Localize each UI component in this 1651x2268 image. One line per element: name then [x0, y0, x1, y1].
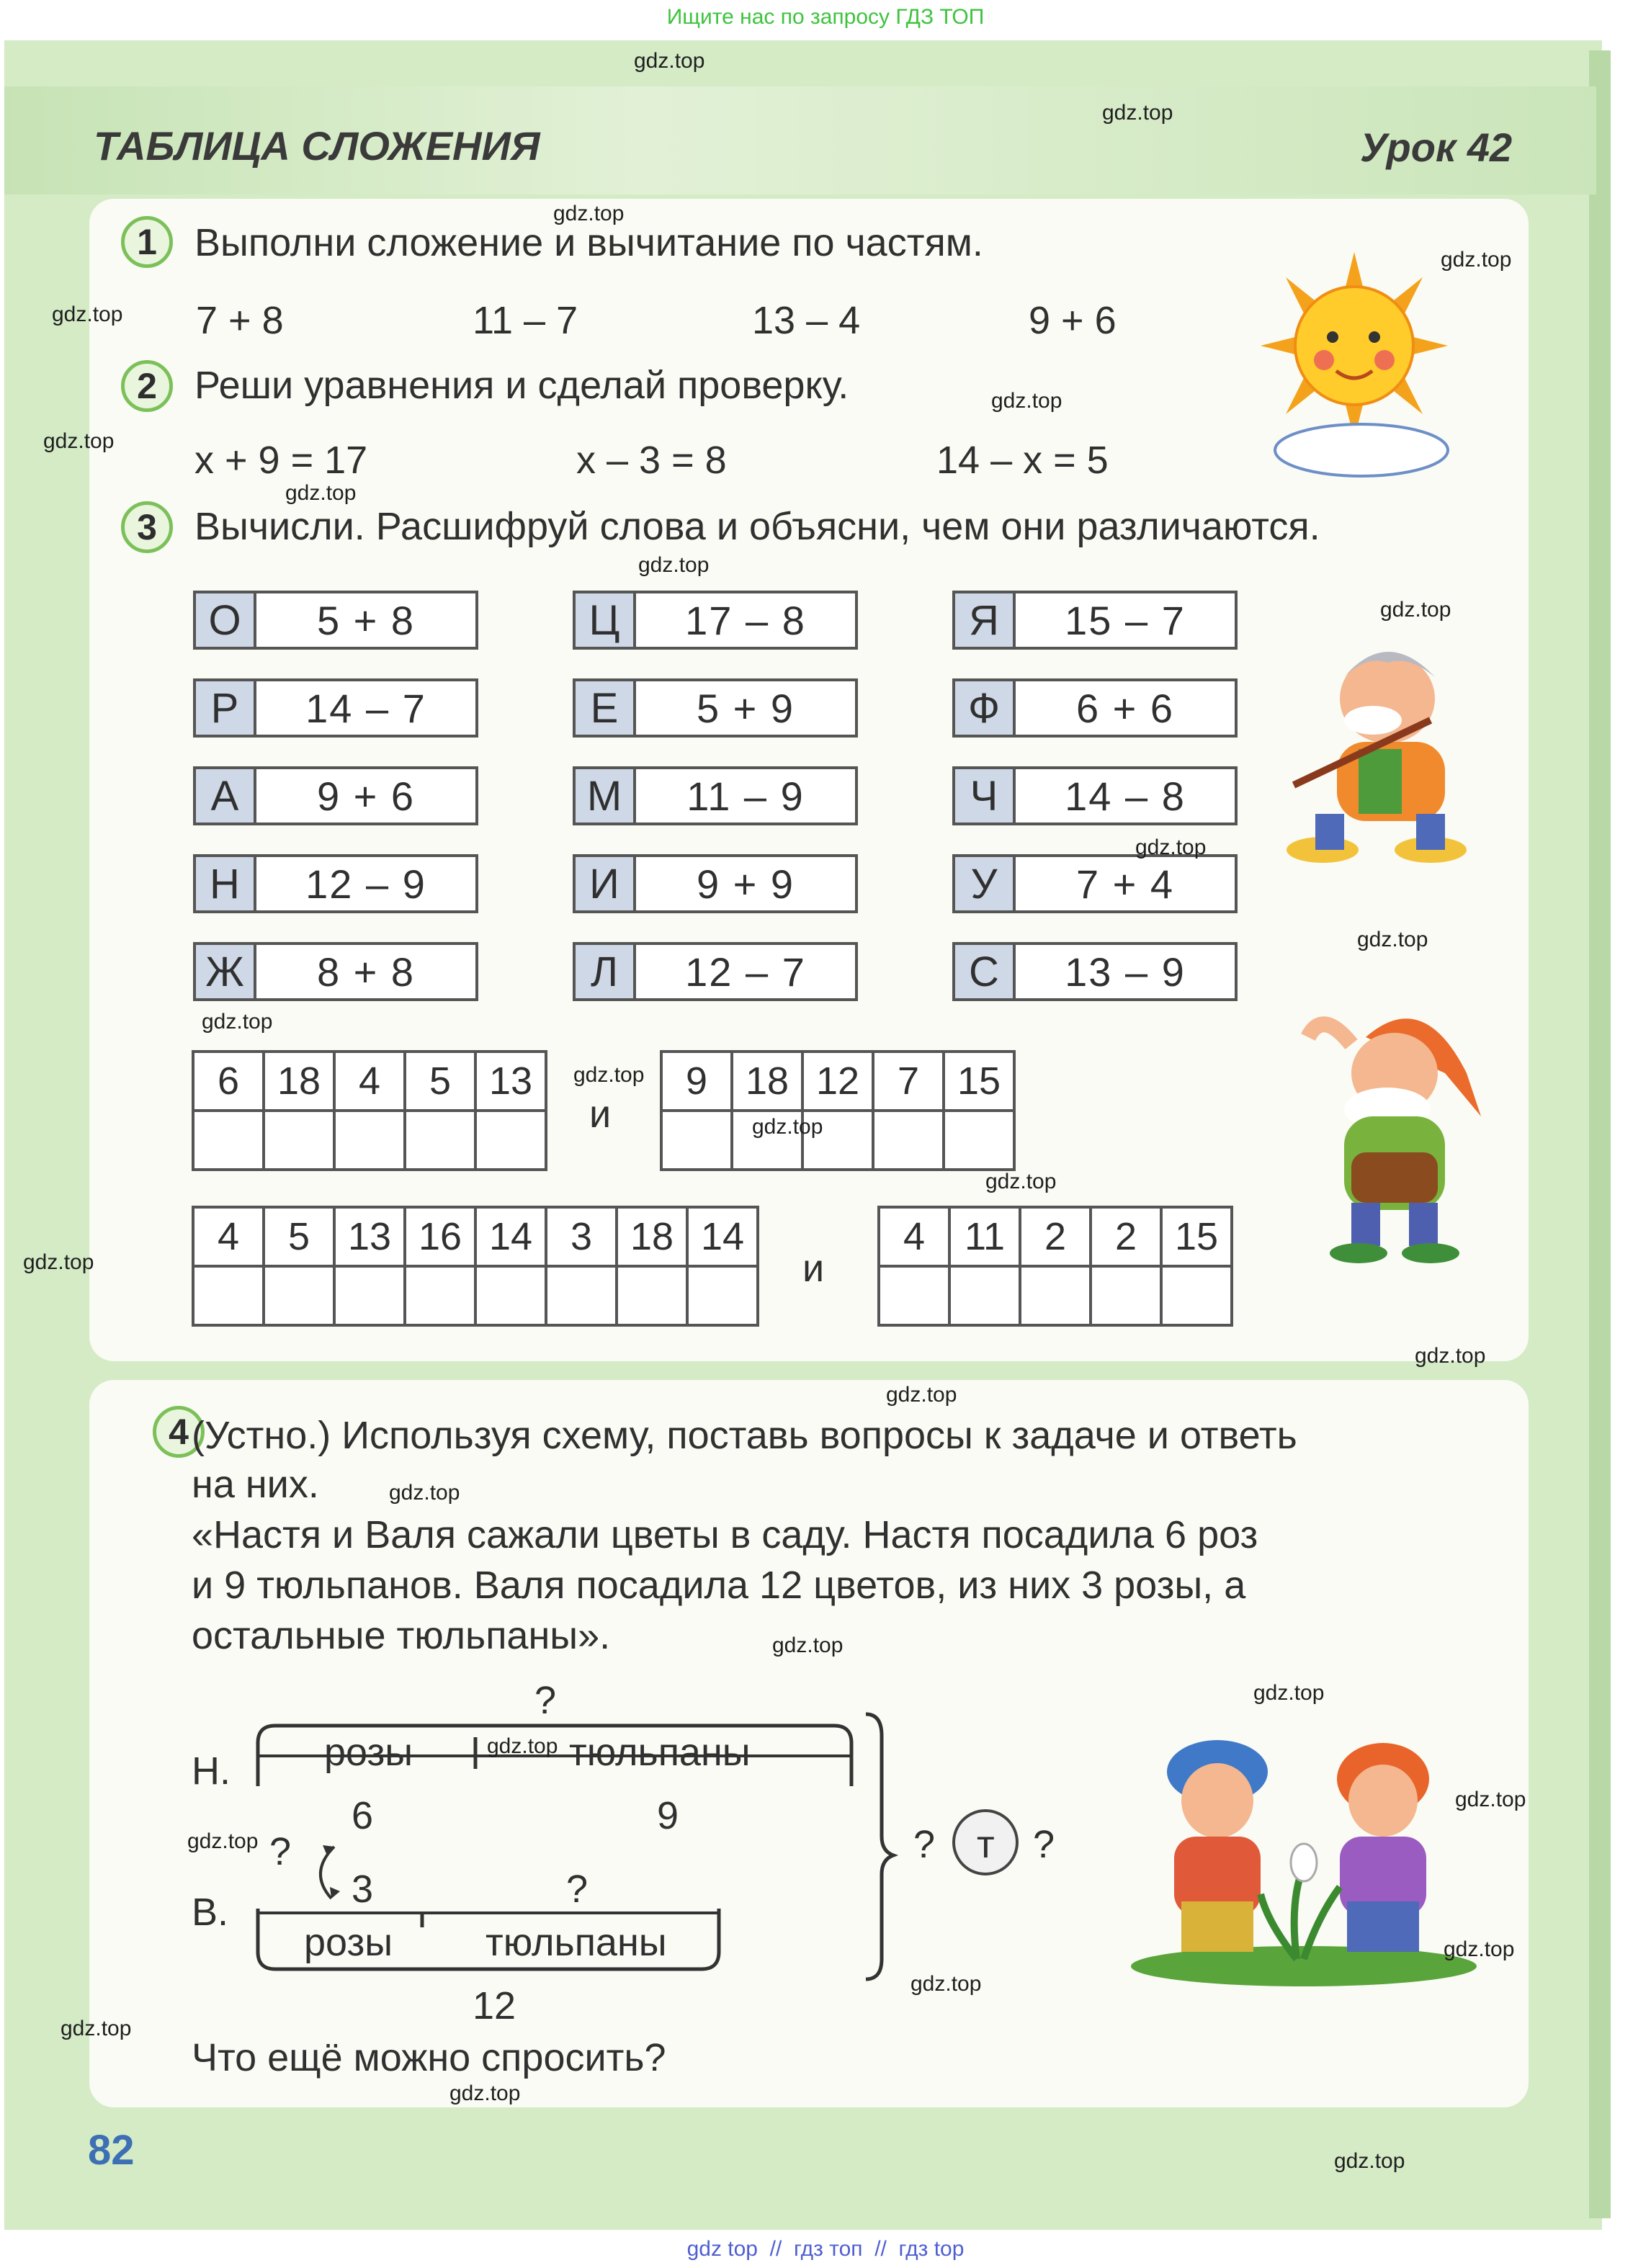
- cipher-letter: О: [196, 593, 256, 647]
- watermark: gdz.top: [886, 1383, 957, 1407]
- code-number: 11: [949, 1207, 1020, 1266]
- cipher-cell: [952, 766, 1238, 825]
- scheme-n-roses: 6: [352, 1794, 374, 1837]
- watermark: gdz.top: [43, 429, 115, 453]
- cipher-cell: [952, 591, 1238, 650]
- code-number: 5: [264, 1207, 334, 1266]
- code-number: 16: [405, 1207, 475, 1266]
- cipher-expression: 9 + 9: [696, 861, 795, 907]
- scheme-v-roses: 3: [352, 1868, 374, 1911]
- watermark: gdz.top: [1380, 598, 1451, 622]
- task-number-2: 2: [121, 360, 173, 412]
- answer-cell[interactable]: [949, 1266, 1020, 1325]
- cipher-expression: 5 + 9: [696, 685, 795, 731]
- scheme-tulips-label: тюльпаны: [486, 1921, 667, 1964]
- watermark: gdz.top: [1253, 1681, 1325, 1705]
- cipher-expression: 12 – 9: [305, 861, 426, 907]
- task4-text-line: на них.: [192, 1463, 319, 1506]
- code-number: 12: [802, 1052, 873, 1111]
- and-word: и: [802, 1247, 825, 1290]
- scheme-label-v: В.: [192, 1891, 229, 1934]
- code-number: 15: [944, 1052, 1014, 1111]
- task1-instruction: Выполни сложение и вычитание по частям.: [194, 221, 983, 264]
- task2-instruction: Реши уравнения и сделай проверку.: [194, 364, 849, 407]
- task3-instruction: Вычисли. Расшифруй слова и объясни, чем они различаются.: [194, 505, 1320, 548]
- cipher-expression: 14 – 8: [1065, 773, 1186, 819]
- watermark: gdz.top: [1102, 101, 1173, 125]
- scheme-label-n: Н.: [192, 1749, 231, 1793]
- task4-scheme: [173, 1671, 1037, 2017]
- task1-expression: 13 – 4: [752, 299, 861, 342]
- code-number: 15: [1161, 1207, 1232, 1266]
- watermark: gdz.top: [772, 1633, 844, 1657]
- code-number: 4: [193, 1207, 264, 1266]
- answer-cell[interactable]: [617, 1266, 687, 1325]
- code-number: 18: [264, 1052, 334, 1111]
- task4-text-line: (Устно.) Используя схему, поставь вопросы к задаче и ответь: [192, 1414, 1297, 1457]
- cipher-letter: Я: [955, 593, 1016, 647]
- watermark: gdz.top: [985, 1170, 1057, 1193]
- code-number: 4: [879, 1207, 949, 1266]
- cipher-cell: [952, 678, 1238, 738]
- cipher-letter: Р: [196, 681, 256, 735]
- watermark: gdz.top: [487, 1734, 558, 1758]
- task1-expression: 9 + 6: [1029, 299, 1117, 342]
- code-table-2: [660, 1050, 1016, 1171]
- cipher-expression: 11 – 9: [686, 773, 805, 819]
- cipher-cell: [573, 942, 858, 1001]
- cipher-letter: Л: [576, 945, 636, 998]
- cipher-letter: Н: [196, 857, 256, 910]
- scheme-tulips-label: тюльпаны: [569, 1731, 751, 1774]
- cipher-cell: [952, 942, 1238, 1001]
- watermark: gdz.top: [389, 1481, 460, 1505]
- arrow-head: [330, 1887, 340, 1899]
- answer-cell[interactable]: [661, 1111, 732, 1170]
- cipher-expression: 9 + 6: [316, 773, 416, 819]
- watermark: gdz.top: [991, 389, 1062, 413]
- scheme-question: ?: [534, 1679, 557, 1722]
- cipher-letter: Ч: [955, 769, 1016, 823]
- code-number: 14: [687, 1207, 758, 1266]
- task-number-1: 1: [121, 216, 173, 268]
- scheme-question: ?: [913, 1823, 936, 1866]
- cipher-letter: Е: [576, 681, 636, 735]
- code-number: 14: [475, 1207, 546, 1266]
- answer-cell[interactable]: [334, 1111, 405, 1170]
- task-number-4: 4: [153, 1406, 205, 1458]
- answer-cell[interactable]: [475, 1266, 546, 1325]
- gnome-illustration: [1279, 994, 1495, 1268]
- code-number: 18: [732, 1052, 802, 1111]
- watermark: gdz.top: [449, 2081, 521, 2105]
- gnome-violinist-illustration: [1265, 634, 1495, 871]
- answer-cell[interactable]: [405, 1111, 475, 1170]
- watermark: gdz.top: [573, 1063, 645, 1087]
- scheme-n-tulips: 9: [657, 1794, 679, 1837]
- cipher-letter: Ц: [576, 593, 636, 647]
- cipher-cell: [573, 591, 858, 650]
- cipher-expression: 12 – 7: [685, 949, 806, 995]
- answer-cell[interactable]: [405, 1266, 475, 1325]
- sun-illustration: [1253, 252, 1455, 483]
- watermark: gdz.top: [1455, 1788, 1526, 1811]
- and-word: и: [589, 1093, 612, 1136]
- cipher-expression: 15 – 7: [1065, 597, 1186, 643]
- answer-cell[interactable]: [334, 1266, 405, 1325]
- bottom-banner: gdz top // гдз топ // гдз top: [686, 2237, 965, 2261]
- cipher-cell: [193, 678, 478, 738]
- task2-equation: x + 9 = 17: [194, 439, 368, 482]
- page-number: 82: [88, 2127, 135, 2174]
- code-number: 2: [1091, 1207, 1161, 1266]
- scheme-v-total: 12: [473, 1984, 516, 2027]
- code-table-4: [877, 1206, 1233, 1327]
- answer-cell[interactable]: [193, 1266, 264, 1325]
- code-number: 7: [873, 1052, 944, 1111]
- code-number: 2: [1020, 1207, 1091, 1266]
- code-number: 4: [334, 1052, 405, 1111]
- cipher-letter: У: [955, 857, 1016, 910]
- lesson-label: Урок 42: [1360, 125, 1513, 170]
- watermark: gdz.top: [638, 553, 710, 577]
- watermark: gdz.top: [1444, 1937, 1515, 1961]
- scheme-question: ?: [269, 1830, 292, 1873]
- code-number: 6: [193, 1052, 264, 1111]
- cipher-expression: 5 + 8: [316, 597, 416, 643]
- cipher-cell: [193, 591, 478, 650]
- cipher-letter: С: [955, 945, 1016, 998]
- code-number: 13: [334, 1207, 405, 1266]
- watermark: gdz.top: [910, 1972, 982, 1996]
- scheme-question: ?: [566, 1868, 589, 1911]
- code-number: 5: [405, 1052, 475, 1111]
- code-table-3: [192, 1206, 759, 1327]
- task1-expression: 7 + 8: [196, 299, 284, 342]
- task4-text-line: «Настя и Валя сажали цветы в саду. Настя посадила 6 роз: [192, 1513, 1258, 1556]
- scheme-roses-label: розы: [304, 1921, 393, 1964]
- answer-cell[interactable]: [475, 1111, 546, 1170]
- cipher-cell: [952, 854, 1238, 913]
- watermark: gdz.top: [52, 302, 123, 326]
- code-table-1: [192, 1050, 547, 1171]
- answer-cell[interactable]: [1161, 1266, 1232, 1325]
- cipher-letter: М: [576, 769, 636, 823]
- cipher-cell: [573, 678, 858, 738]
- task2-equation: x – 3 = 8: [576, 439, 727, 482]
- watermark: gdz.top: [23, 1250, 94, 1274]
- answer-cell[interactable]: [264, 1111, 334, 1170]
- answer-cell[interactable]: [546, 1266, 617, 1325]
- task4-text-line: остальные тюльпаны».: [192, 1614, 611, 1657]
- cipher-cell: [193, 766, 478, 825]
- operation-symbol: т: [977, 1823, 995, 1866]
- scheme-roses-label: розы: [324, 1731, 413, 1774]
- answer-cell[interactable]: [264, 1266, 334, 1325]
- cipher-letter: А: [196, 769, 256, 823]
- cipher-cell: [193, 942, 478, 1001]
- watermark: gdz.top: [1135, 835, 1207, 859]
- cipher-expression: 14 – 7: [305, 685, 426, 731]
- watermark: gdz.top: [187, 1829, 259, 1853]
- code-number: 18: [617, 1207, 687, 1266]
- page-edge: [1589, 50, 1611, 2218]
- cipher-expression: 17 – 8: [685, 597, 806, 643]
- answer-cell[interactable]: [873, 1111, 944, 1170]
- cipher-letter: Ф: [955, 681, 1016, 735]
- answer-cell[interactable]: [879, 1266, 949, 1325]
- children-gardening-illustration: [1124, 1714, 1484, 1988]
- watermark: gdz.top: [202, 1010, 273, 1034]
- cipher-expression: 13 – 9: [1065, 949, 1186, 995]
- scheme-question: ?: [1033, 1823, 1055, 1866]
- cipher-expression: 6 + 6: [1075, 685, 1175, 731]
- task4-text-line: и 9 тюльпанов. Валя посадила 12 цветов, из них 3 розы, а: [192, 1564, 1246, 1607]
- answer-cell[interactable]: [1091, 1266, 1161, 1325]
- watermark: gdz.top: [1441, 248, 1512, 272]
- answer-cell[interactable]: [944, 1111, 1014, 1170]
- watermark: gdz.top: [1334, 2149, 1405, 2173]
- cipher-expression: 8 + 8: [316, 949, 416, 995]
- scheme-brace: [866, 1714, 893, 1979]
- watermark: gdz.top: [61, 2017, 132, 2040]
- cipher-letter: Ж: [196, 945, 256, 998]
- page-title: ТАБЛИЦА СЛОЖЕНИЯ: [94, 123, 540, 169]
- watermark: gdz.top: [752, 1115, 823, 1139]
- cipher-cell: [573, 854, 858, 913]
- cipher-expression: 7 + 4: [1075, 861, 1175, 907]
- watermark: gdz.top: [1357, 928, 1428, 951]
- answer-cell[interactable]: [193, 1111, 264, 1170]
- watermark: gdz.top: [1415, 1344, 1486, 1368]
- task1-expression: 11 – 7: [473, 299, 578, 342]
- watermark: gdz.top: [634, 49, 705, 73]
- watermark: gdz.top: [553, 202, 625, 225]
- code-number: 9: [661, 1052, 732, 1111]
- task2-equation: 14 – x = 5: [936, 439, 1109, 482]
- code-number: 13: [475, 1052, 546, 1111]
- closing-question: Что ещё можно спросить?: [192, 2036, 666, 2079]
- answer-cell[interactable]: [1020, 1266, 1091, 1325]
- top-banner: Ищите нас по запросу ГДЗ ТОП: [666, 5, 985, 29]
- answer-cell[interactable]: [687, 1266, 758, 1325]
- watermark: gdz.top: [285, 481, 357, 505]
- cipher-cell: [193, 854, 478, 913]
- cipher-cell: [573, 766, 858, 825]
- code-number: 3: [546, 1207, 617, 1266]
- task-number-3: 3: [121, 501, 173, 553]
- cipher-letter: И: [576, 857, 636, 910]
